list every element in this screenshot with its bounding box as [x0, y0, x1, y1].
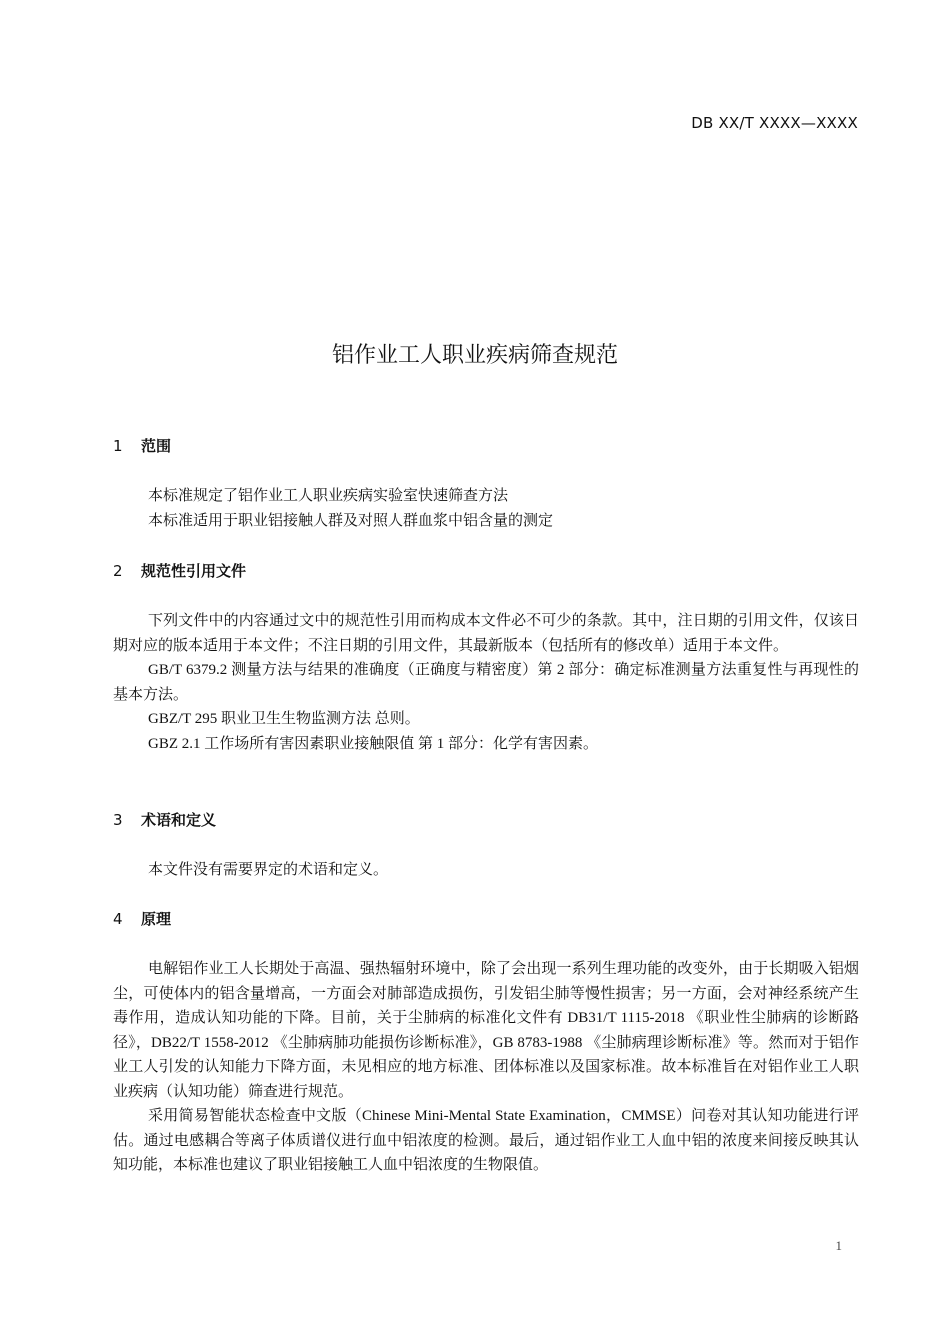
section-principle	[113, 907, 859, 1178]
document-title: 铝作业工人职业疾病筛查规范	[331, 343, 618, 368]
section-heading	[113, 808, 859, 832]
section-number: 4	[113, 910, 123, 928]
section-heading	[113, 907, 859, 931]
paragraph: GB/T 6379.2 测量方法与结果的准确度（正确度与精密度）第 2 部分：确定标准测量方法重复性与再现性的基本方法。	[113, 662, 859, 703]
paragraph: 本文件没有需要界定的术语和定义。	[148, 862, 389, 878]
section-body	[113, 957, 859, 1178]
paragraph: 下列文件中的内容通过文中的规范性引用而构成本文件必不可少的条款。其中，注日期的引用文件，仅该日期对应的版本适用于本文件；不注日期的引用文件，其最新版本（包括所有的修改单）适用于本文件。	[113, 613, 859, 654]
section-body	[113, 858, 859, 883]
paragraph: 电解铝作业工人长期处于高温、强热辐射环境中，除了会出现一系列生理功能的改变外，由于长期吸入铝烟尘，可使体内的铝含量增高，一方面会对肺部造成损伤，引发铝尘肺等慢性损害；另一方面，会对神经系统产生毒作用，造成认知功能的下降。目前，关于尘肺病的标准化文件有 DB31/T 1115-2018 《职业性尘肺病的诊断路径》，DB22/T 1558-2012 《尘肺病肺功能损伤诊断标准》，GB 8783-1988 《尘肺病理诊断标准》等。然而对于铝作业工人引发的认知能力下降方面，未见相应的地方标准、团体标准以及国家标准。故本标准旨在对铝作业工人职业疾病（认知功能）筛查进行规范。	[113, 961, 859, 1100]
page-number: 1	[835, 1238, 842, 1253]
section-title: 术语和定义	[141, 811, 217, 829]
section-heading	[113, 434, 859, 458]
section-heading	[113, 559, 859, 583]
paragraph: 本标准规定了铝作业工人职业疾病实验室快速筛查方法	[148, 488, 509, 504]
section-terms-definitions	[113, 808, 859, 883]
section-scope	[113, 434, 859, 533]
paragraph: 本标准适用于职业铝接触人群及对照人群血浆中铝含量的测定	[148, 512, 554, 529]
section-title: 范围	[141, 437, 172, 455]
paragraph: GBZ 2.1 工作场所有害因素职业接触限值 第 1 部分：化学有害因素。	[148, 735, 599, 752]
section-number: 2	[113, 562, 123, 580]
standard-code: DB XX/T XXXX—XXXX	[691, 114, 858, 132]
paragraph: 采用简易智能状态检查中文版（Chinese Mini-Mental State Examination，CMMSE）问卷对其认知功能进行评估。通过电感耦合等离子体质谱仪进行血中铝浓度的检测。最后，通过铝作业工人血中铝的浓度来间接反映其认知功能，本标准也建议了职业铝接触工人血中铝浓度的生物限值。	[113, 1108, 859, 1173]
section-number: 3	[113, 811, 123, 829]
section-number: 1	[113, 437, 123, 455]
section-body	[113, 484, 859, 533]
section-body	[113, 609, 859, 756]
section-title: 规范性引用文件	[141, 562, 247, 580]
paragraph: GBZ/T 295 职业卫生生物监测方法 总则。	[148, 711, 420, 727]
section-title: 原理	[141, 910, 172, 928]
section-normative-references	[113, 559, 859, 756]
